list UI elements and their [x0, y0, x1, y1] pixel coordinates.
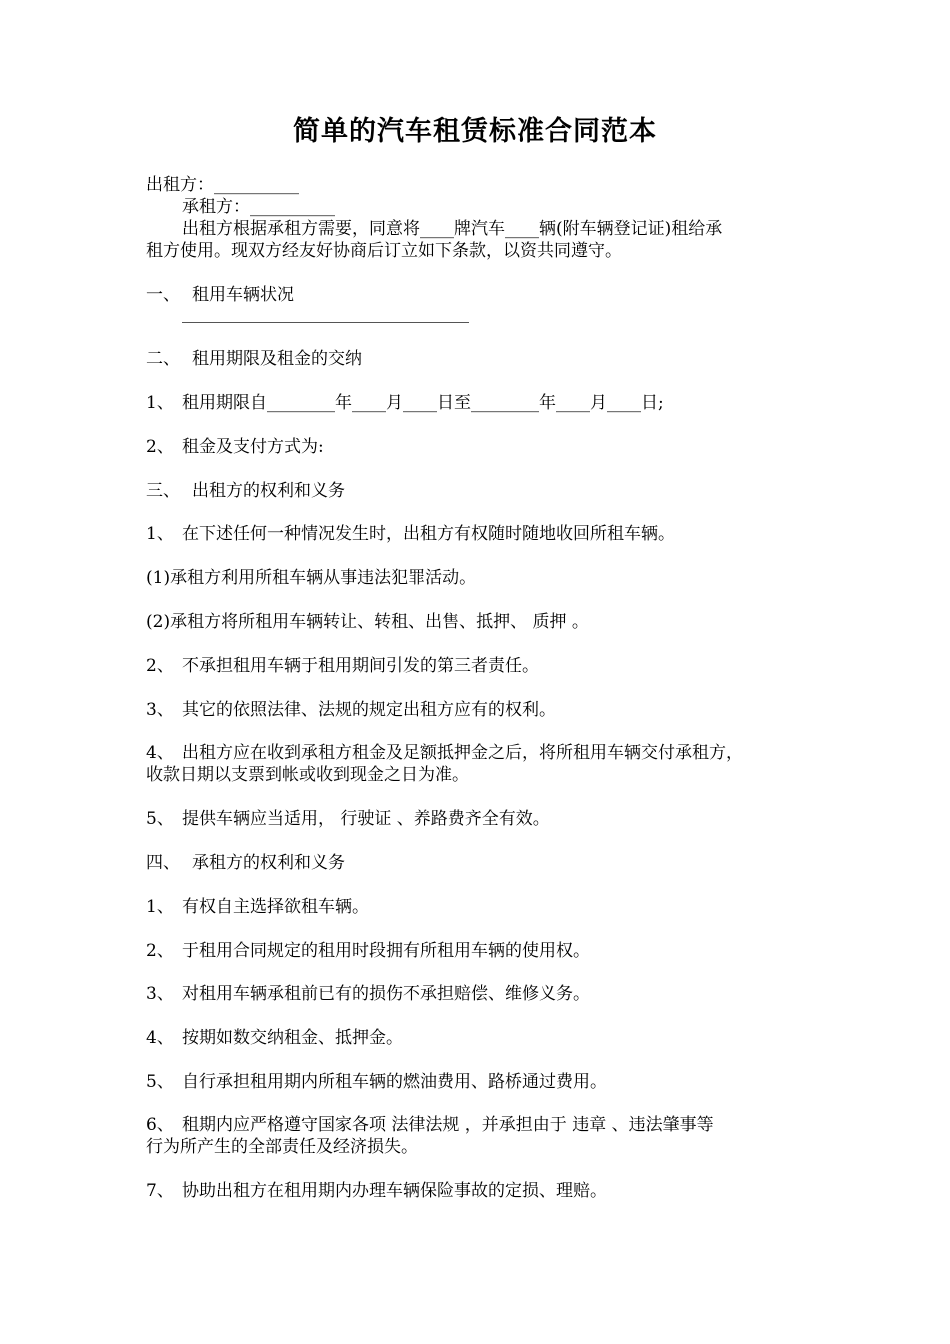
- clause-number: 3、: [146, 700, 174, 720]
- clause-number: 2、: [146, 656, 174, 676]
- section-number: 三、: [146, 481, 180, 501]
- clause-4-3: [146, 983, 590, 1005]
- clause-text: 在下述任何一种情况发生时，出租方有权随时随地收回所租车辆。: [182, 524, 675, 544]
- section-heading-2: [146, 348, 362, 370]
- clause-text: 租金及支付方式为:: [182, 437, 324, 457]
- clause-3-2: [146, 655, 539, 677]
- vehicle-blank-line: [182, 322, 469, 323]
- clause-number: 6、: [146, 1115, 174, 1135]
- clause-3-4: [146, 742, 743, 764]
- clause-3-1: [146, 523, 675, 545]
- section-title: 出租方的权利和义务: [192, 481, 345, 501]
- clause-text: 其它的依照法律、法规的规定出租方应有的权利。: [182, 700, 556, 720]
- clause-text: 有权自主选择欲租车辆。: [182, 897, 369, 917]
- clause-number: 7、: [146, 1181, 174, 1201]
- clause-3-3: [146, 699, 556, 721]
- clause-4-4: [146, 1027, 403, 1049]
- clause-number: 5、: [146, 809, 174, 829]
- clause-4-2: [146, 940, 590, 962]
- clause-text: 对租用车辆承租前已有的损伤不承担赔偿、维修义务。: [182, 984, 590, 1004]
- section-title: 租用期限及租金的交纳: [192, 349, 362, 369]
- lessor-line: 出租方：__________: [146, 175, 299, 195]
- section-title: 承租方的权利和义务: [192, 853, 345, 873]
- clause-text: 协助出租方在租用期内办理车辆保险事故的定损、理赔。: [182, 1181, 607, 1201]
- section-number: 一、: [146, 285, 180, 305]
- clause-text: 出租方应在收到承租方租金及足额抵押金之后，将所租用车辆交付承租方，: [182, 743, 743, 763]
- clause-number: 4、: [146, 743, 174, 763]
- clause-number: 3、: [146, 984, 174, 1004]
- clause-2-2: [146, 436, 324, 458]
- sub-clause-3-1-1: (1)承租方利用所租车辆从事违法犯罪活动。: [146, 568, 477, 588]
- clause-3-5: [146, 808, 550, 830]
- section-heading-4: [146, 852, 345, 874]
- clause-text: 不承担租用车辆于租用期间引发的第三者责任。: [182, 656, 539, 676]
- clause-number: 1、: [146, 393, 174, 413]
- lessee-line: 承租方：__________: [182, 197, 335, 217]
- clause-number: 2、: [146, 941, 174, 961]
- clause-number: 1、: [146, 524, 174, 544]
- clause-4-1: [146, 896, 369, 918]
- sub-clause-3-1-2: (2)承租方将所租用车辆转让、转租、出售、抵押、 质押 。: [146, 612, 589, 632]
- clause-4-7: [146, 1180, 607, 1202]
- clause-2-1: [146, 392, 664, 414]
- section-heading-1: [146, 284, 294, 306]
- clause-text: 租用期限自________年____月____日至________年____月____日;: [182, 393, 664, 413]
- clause-number: 2、: [146, 437, 174, 457]
- clause-text: 提供车辆应当适用， 行驶证 、养路费齐全有效。: [182, 809, 550, 829]
- clause-text: 按期如数交纳租金、抵押金。: [182, 1028, 403, 1048]
- clause-4-6: [146, 1114, 714, 1136]
- clause-number: 5、: [146, 1072, 174, 1092]
- section-number: 二、: [146, 349, 180, 369]
- intro-line-2: 租方使用。现双方经友好协商后订立如下条款，以资共同遵守。: [146, 241, 622, 261]
- document-title: 简单的汽车租赁标准合同范本: [293, 116, 657, 147]
- clause-text: 于租用合同规定的租用时段拥有所租用车辆的使用权。: [182, 941, 590, 961]
- clause-text: 租期内应严格遵守国家各项 法律法规 ，并承担由于 违章 、违法肇事等: [182, 1115, 714, 1135]
- clause-4-5: [146, 1071, 607, 1093]
- section-heading-3: [146, 480, 345, 502]
- section-number: 四、: [146, 853, 180, 873]
- section-title: 租用车辆状况: [192, 285, 294, 305]
- clause-text: 自行承担租用期内所租车辆的燃油费用、路桥通过费用。: [182, 1072, 607, 1092]
- clause-number: 4、: [146, 1028, 174, 1048]
- intro-line-1: 出租方根据承租方需要，同意将____牌汽车____辆(附车辆登记证)租给承: [182, 219, 723, 239]
- clause-number: 1、: [146, 897, 174, 917]
- clause-4-6-continued: 行为所产生的全部责任及经济损失。: [146, 1137, 418, 1157]
- clause-3-4-continued: 收款日期以支票到帐或收到现金之日为准。: [146, 765, 469, 785]
